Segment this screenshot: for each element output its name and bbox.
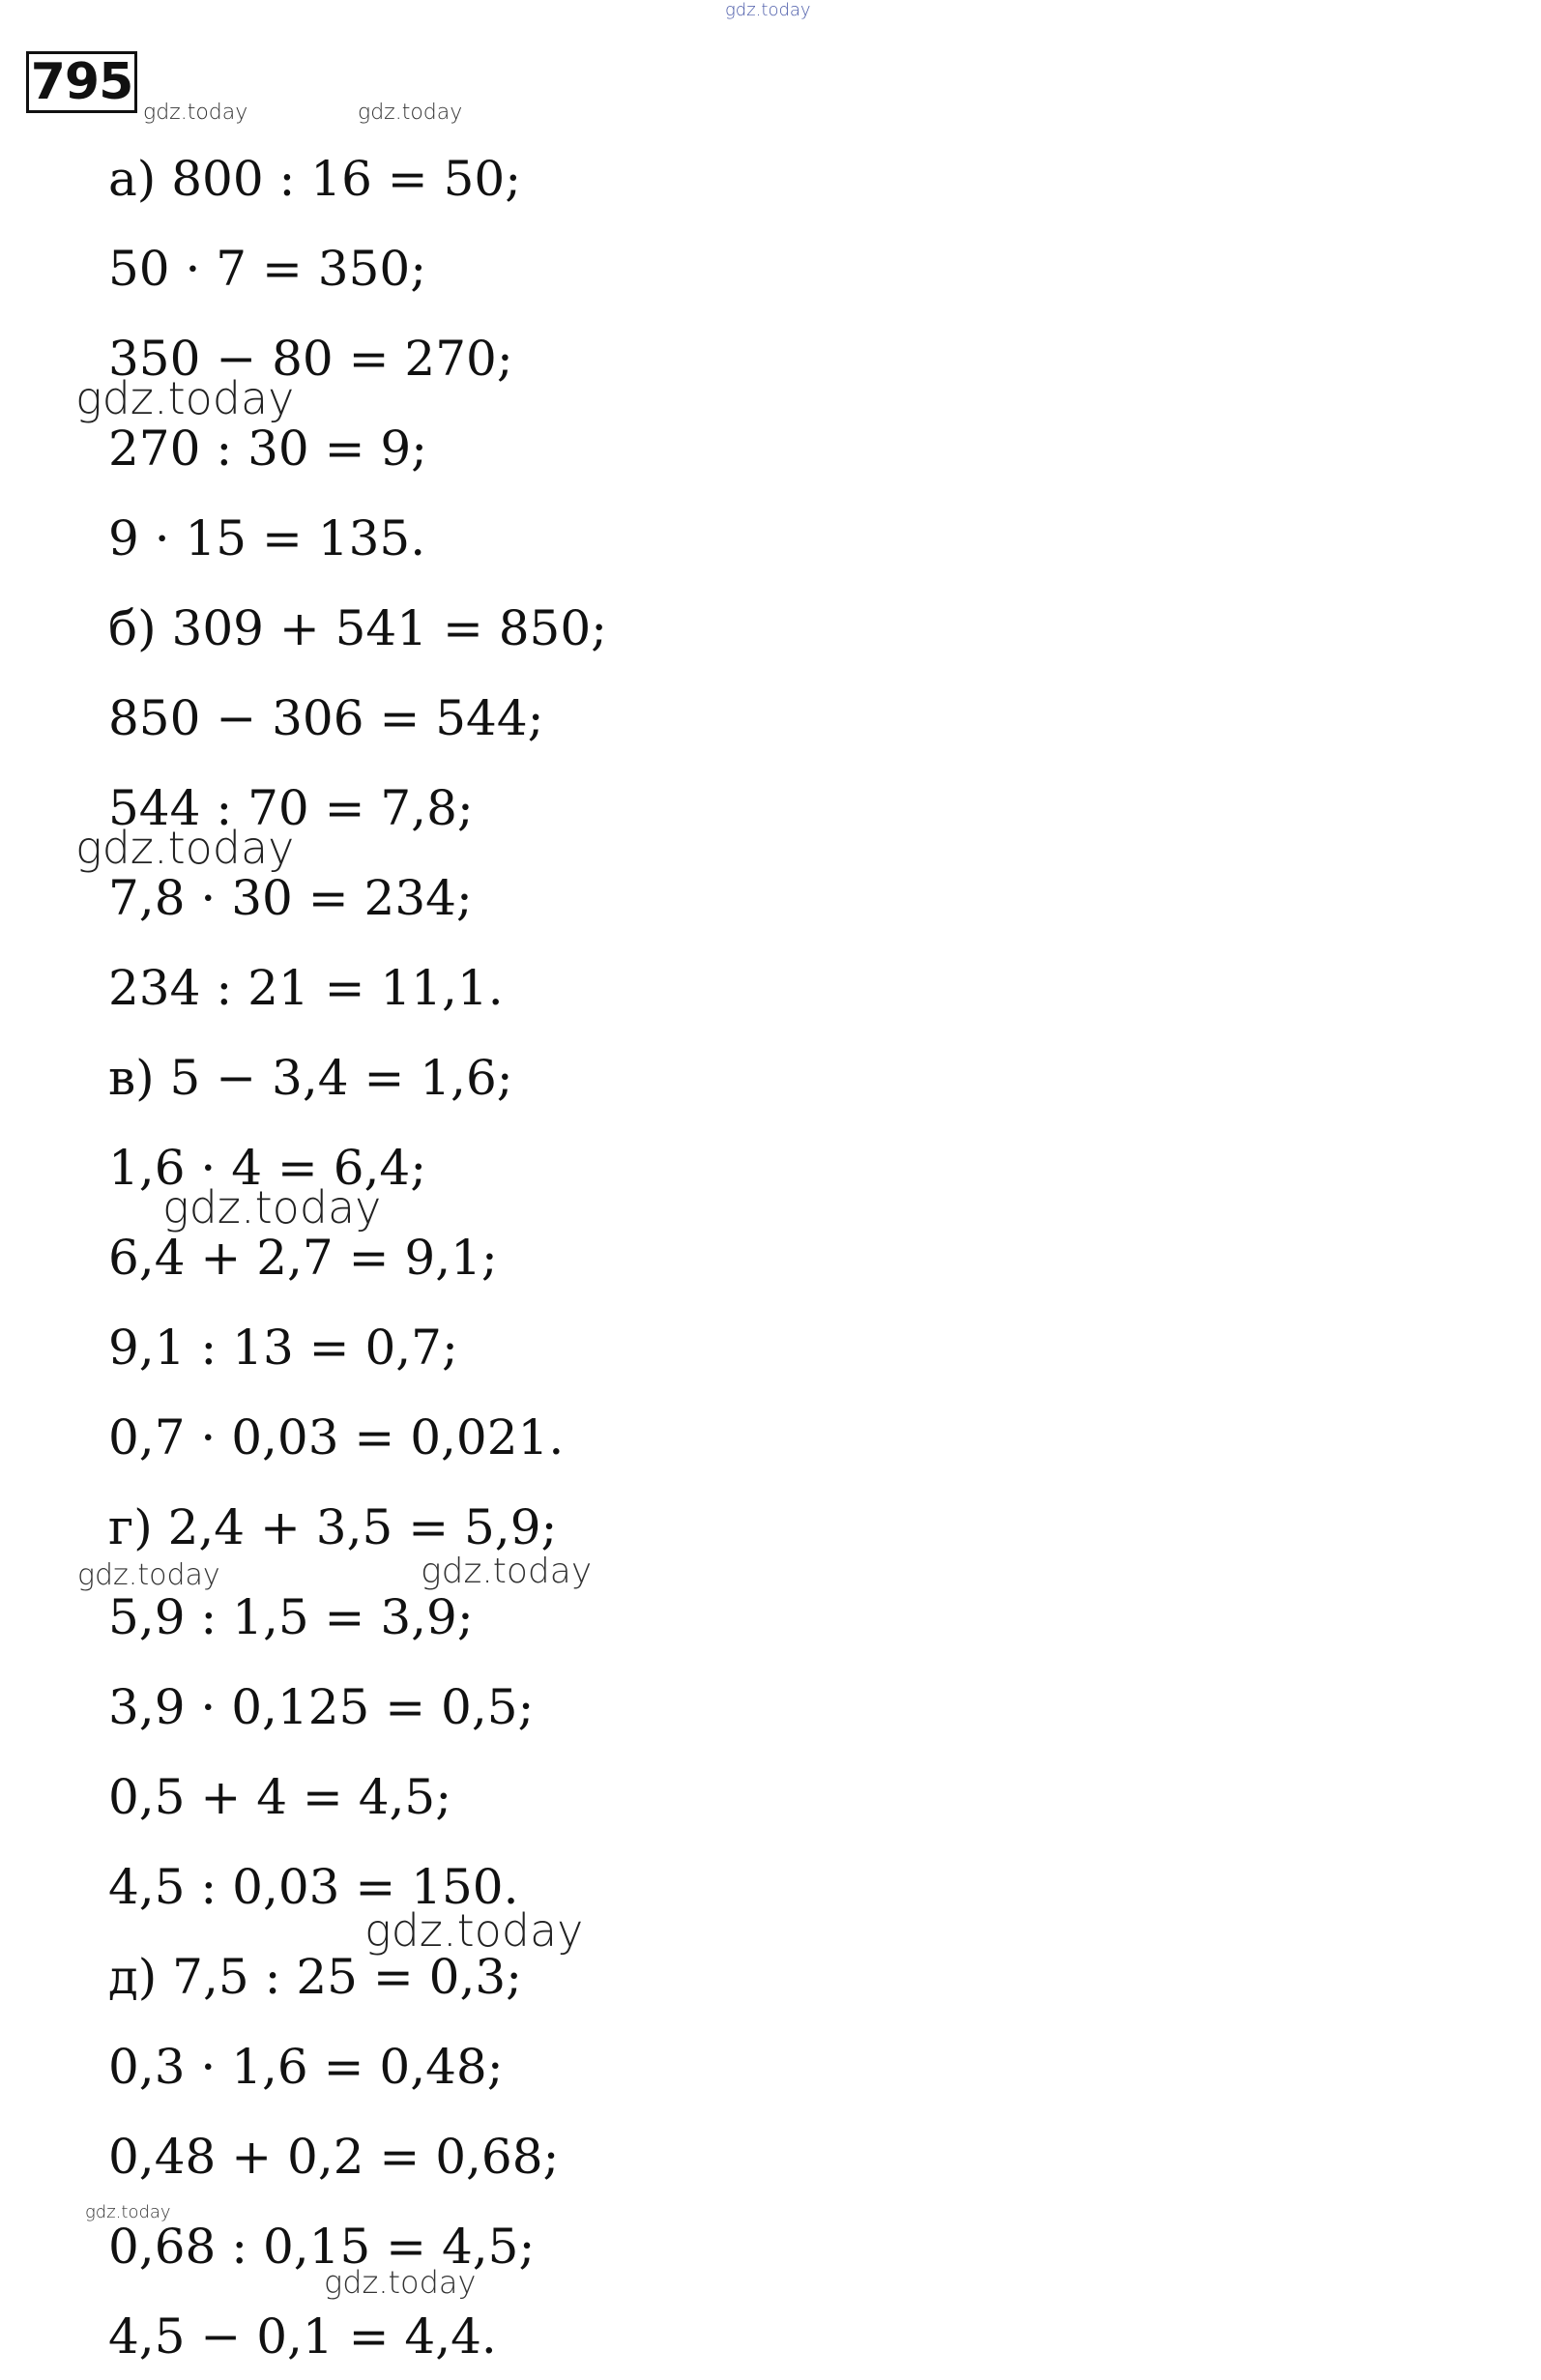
watermark: gdz.today [324, 2264, 477, 2301]
solution-line: 0,3 · 1,6 = 0,48; [108, 2039, 504, 2095]
solution-line: 544 : 70 = 7,8; [108, 780, 474, 836]
solution-line: 4,5 : 0,03 = 150. [108, 1859, 519, 1915]
watermark: gdz.today [75, 822, 295, 874]
solution-line: 350 − 80 = 270; [108, 331, 513, 387]
solution-line: 5,9 : 1,5 = 3,9; [108, 1589, 474, 1645]
solution-line: 234 : 21 = 11,1. [108, 960, 504, 1016]
solution-line: 7,8 · 30 = 234; [108, 870, 473, 926]
solution-line: 850 − 306 = 544; [108, 690, 544, 746]
solution-line: 0,68 : 0,15 = 4,5; [108, 2219, 536, 2275]
solution-line: 0,48 + 0,2 = 0,68; [108, 2129, 560, 2185]
task-number: 795 [26, 51, 137, 113]
watermark: gdz.today [75, 372, 295, 424]
solution-line: 0,7 · 0,03 = 0,021. [108, 1409, 565, 1466]
solution-line: 50 · 7 = 350; [108, 241, 427, 297]
solution-line: 3,9 · 0,125 = 0,5; [108, 1679, 535, 1735]
solution-line: б) 309 + 541 = 850; [108, 600, 608, 656]
solution-line: 270 : 30 = 9; [108, 421, 428, 477]
solution-line: 0,5 + 4 = 4,5; [108, 1769, 452, 1825]
watermark: gdz.today [358, 101, 463, 125]
solution-line: 4,5 − 0,1 = 4,4. [108, 2308, 497, 2365]
solution-line: 6,4 + 2,7 = 9,1; [108, 1230, 498, 1286]
solution-line: 9 · 15 = 135. [108, 510, 426, 566]
solution-line: в) 5 − 3,4 = 1,6; [108, 1050, 513, 1106]
watermark: gdz.today [77, 1558, 220, 1592]
watermark: gdz.today [364, 1904, 584, 1957]
watermark: gdz.today [85, 2202, 171, 2222]
solution-line: 1,6 · 4 = 6,4; [108, 1140, 427, 1196]
solution-line: 9,1 : 13 = 0,7; [108, 1320, 458, 1376]
watermark: gdz.today [143, 101, 248, 125]
watermark: gdz.today [162, 1181, 382, 1234]
solution-line: а) 800 : 16 = 50; [108, 151, 522, 207]
watermark: gdz.today [421, 1552, 593, 1591]
solution-line: д) 7,5 : 25 = 0,3; [108, 1949, 523, 2005]
watermark: gdz.today [725, 0, 811, 20]
solution-line: г) 2,4 + 3,5 = 5,9; [108, 1499, 558, 1555]
